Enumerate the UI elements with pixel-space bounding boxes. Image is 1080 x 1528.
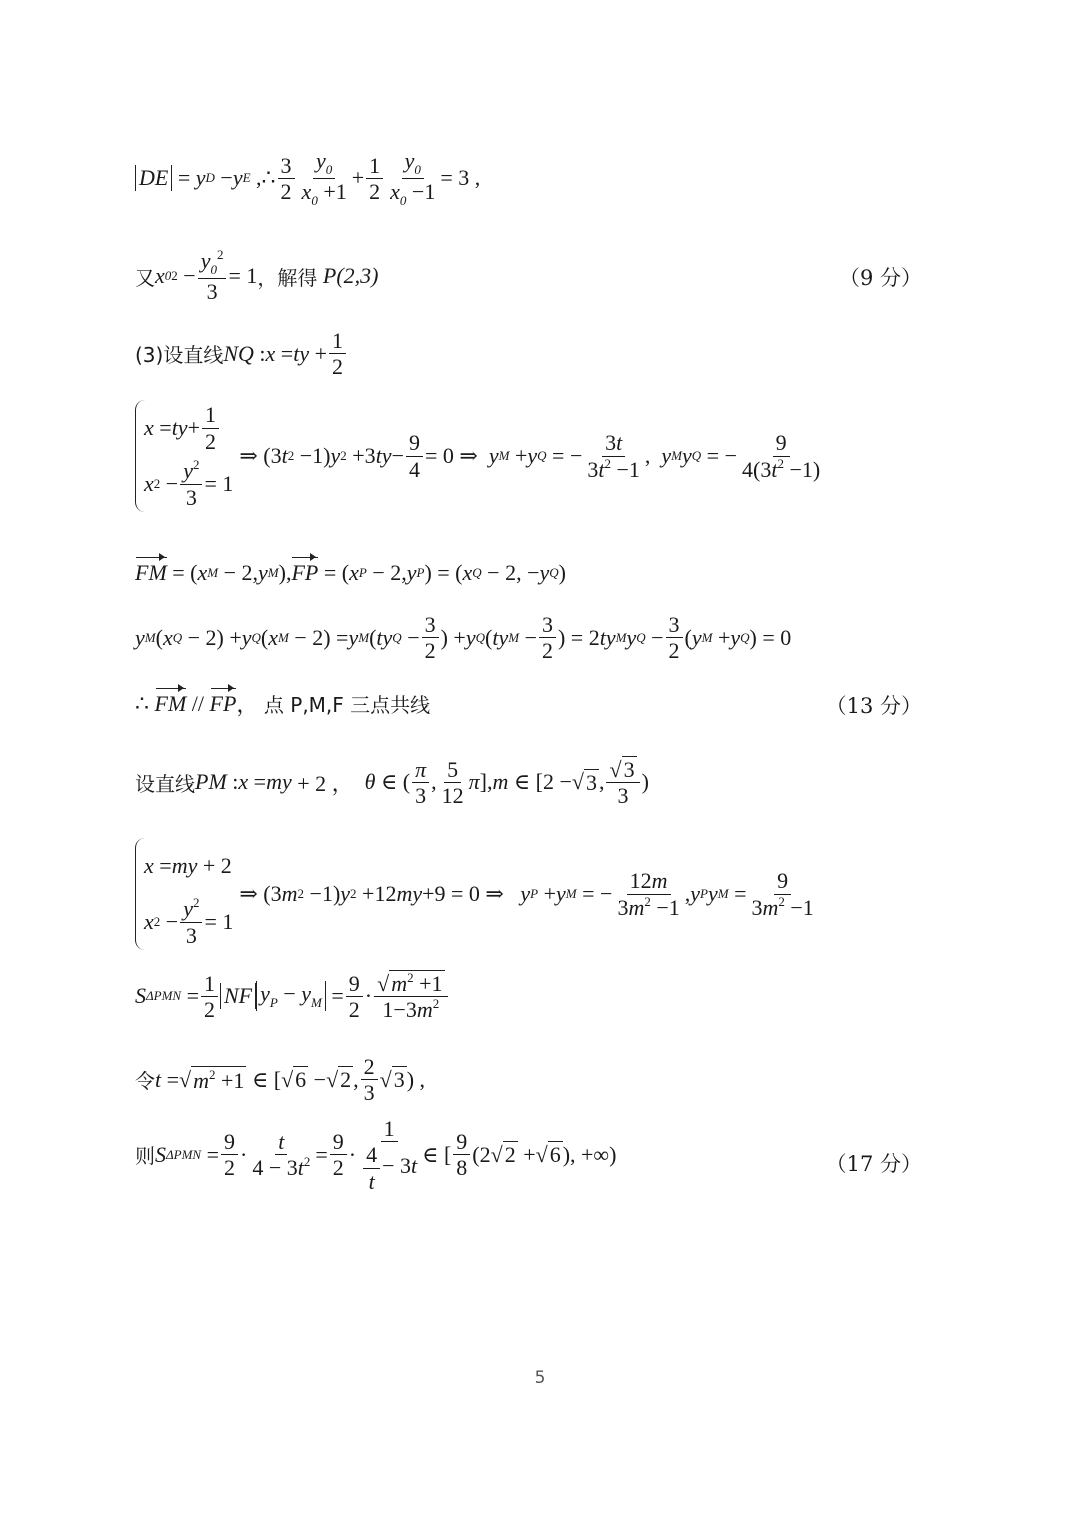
equation-area: S ΔPMN = $\frac{1}{2}$ NF $y_P - y_M$ = $\frac{9}{2}$ · √ $m^2 +1$ $1-3m^2$: [135, 970, 450, 1023]
score-17: （17 分）: [825, 1152, 922, 1176]
score-13: （13 分）: [825, 694, 922, 718]
equation-collinear-check: y M ( x Q − 2) + y Q ( x M − 2) = y M ( ty Q − $\frac{3}{2}$ ) + y Q ( ty M − $\frac{3}{2}$ ) = 2 ty M y Q − $\frac{3}{2}$ ( y M + y Q ) = 0: [135, 612, 792, 664]
equation-substitution: 令 t = √ $m^2 +1$ ∈ [ √ 6 − √ 2 , $\frac{2}{3}$ √ 3 ) ,: [135, 1054, 426, 1106]
equation-vectors: FM = ( x M − 2, y M ), FP = ( x P − 2, y P ) = ( x Q − 2, − y Q ): [135, 560, 566, 585]
equation-solve-p: 又 x 0 2 − $\frac{y_0^2}{3}$ = 1 ，解得 P(2,3): [135, 247, 379, 304]
score-9: （9 分）: [838, 266, 922, 290]
page-number: 5: [534, 1368, 546, 1388]
system-nq-hyperbola: x = ty + $\frac{1}{2}$ x 2 − $\frac{y^2}{3}$ = 1 ⇒ (3 t 2 −1) y 2 +3 ty − $\frac{9}{4}$ = 0 ⇒ y M + y Q = − $\frac{3t}{3t^2 -1}$ , y M y Q = − $\frac{9}{4(3t^2 -1)}$: [135, 400, 825, 512]
equation-de-length: DE = y D − y E ,∴ $\frac{3}{2}$ $\frac{y_0}{x_0 +1}$ + $\frac{1}{2}$ $\frac{y_0}{x_0 -1}$ = 3 ,: [135, 148, 480, 209]
equation-area-range: 则 S ΔPMN = $\frac{9}{2}$ · $\frac{t}{4 - 3t^2}$ = $\frac{9}{2}$ · 1 $\frac{4}{t}$ − 3t ∈ [ $\frac{9}{8}$ (2 √ 2 + √ 6 ), +∞): [135, 1116, 617, 1194]
line-nq-definition: (3)设直线 NQ : x = ty + $\frac{1}{2}$: [135, 328, 348, 380]
system-pm-hyperbola: x = my + 2 x 2 − $\frac{y^2}{3}$ = 1 ⇒ (3 m 2 −1) y 2 +12 my +9 = 0 ⇒ y P + y M = − $\frac{12m}{3m^2 -1}$ , y P y M = $\frac{9}{3m^2 -1}$: [135, 838, 819, 950]
conclusion-collinear: ∴ FM // FP ， 点 P,M,F 三点共线: [135, 690, 431, 717]
line-pm-definition: 设直线 PM : x = my + 2 ， θ ∈ ( $\frac{\pi}{3}$ , $\frac{5}{12}$ π ], m ∈ [2 − √ 3 , √ 3 3 ): [135, 756, 649, 809]
